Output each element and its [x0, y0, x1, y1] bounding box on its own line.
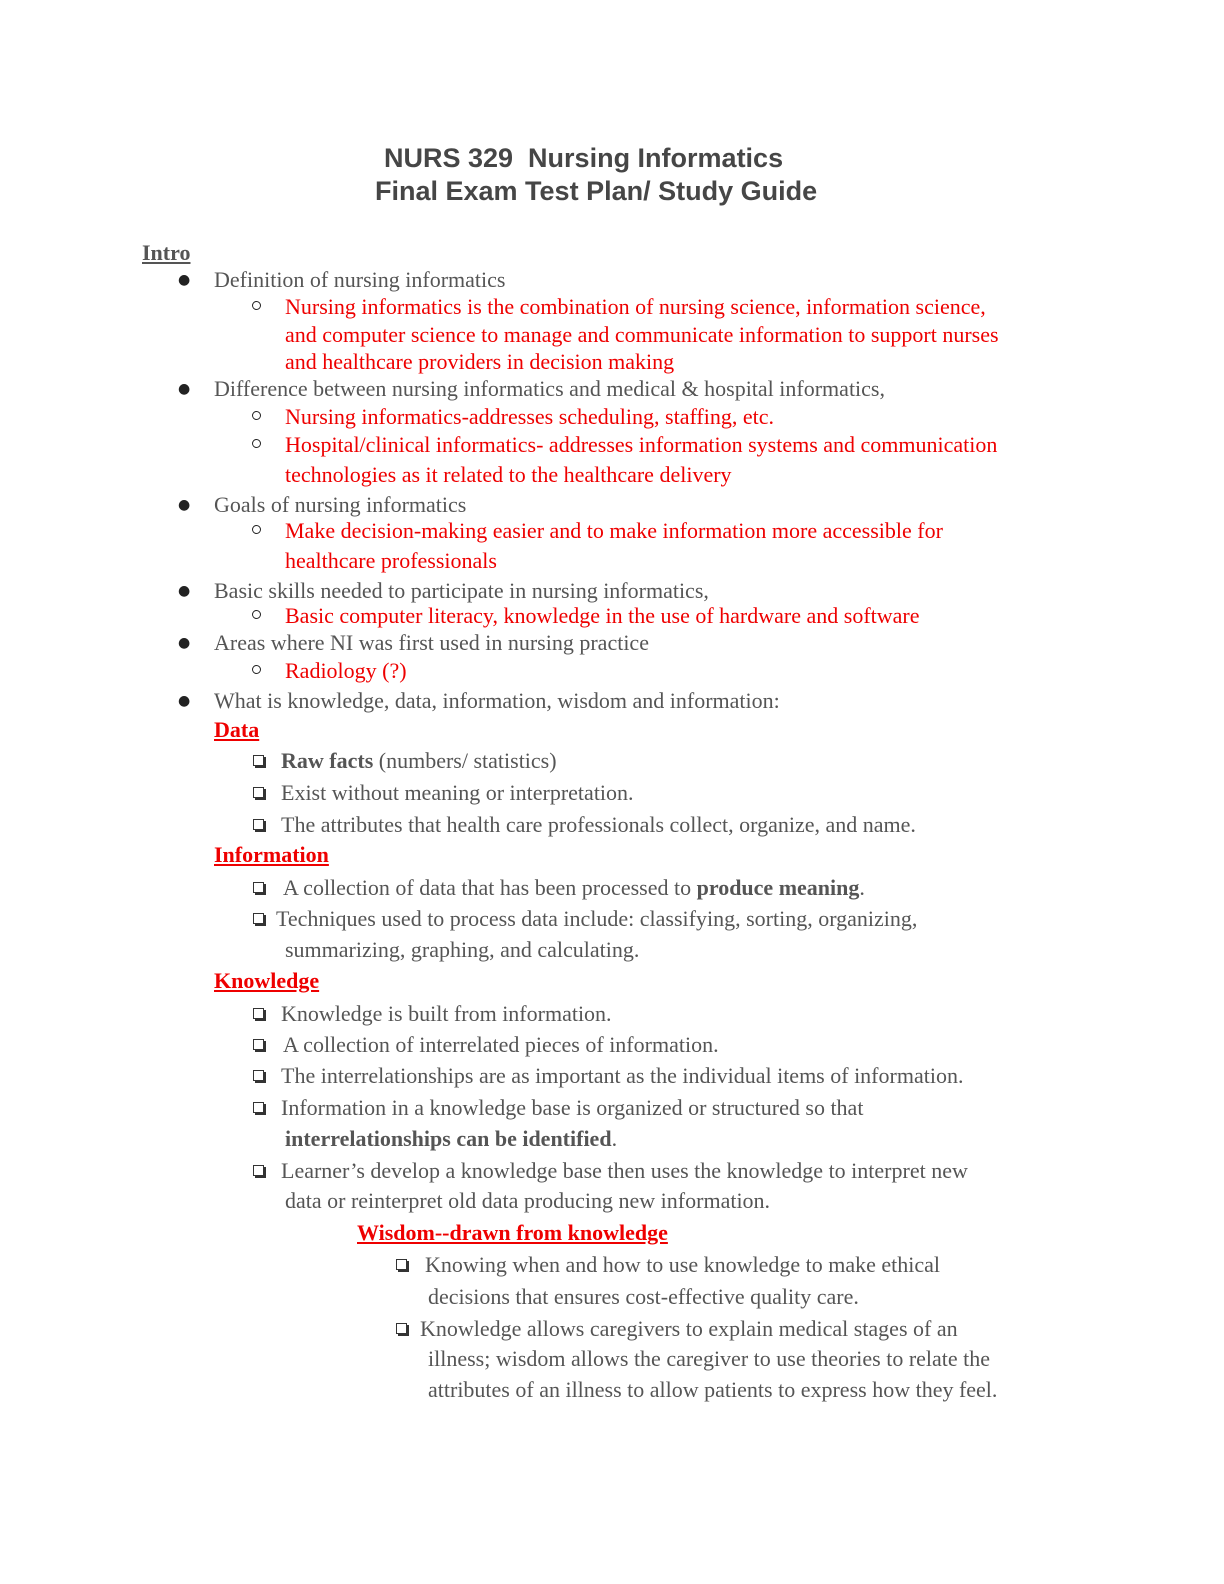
checkbox-bullet-icon: [253, 882, 264, 893]
information-item-1: [283, 877, 865, 899]
data-item-3: The attributes that health care professionals collect, organize, and name.: [281, 812, 916, 837]
wisdom-heading: Wisdom--drawn from knowledge: [357, 1220, 668, 1245]
bullet-icon: ●: [178, 693, 191, 709]
checkbox-bullet-icon: [253, 1165, 264, 1176]
circle-bullet-icon: [252, 525, 261, 534]
intro-question-1: Definition of nursing informatics: [214, 267, 506, 292]
data-heading: Data: [214, 717, 260, 742]
information-item-1-pre: A collection of data that has been processed to: [283, 875, 697, 900]
intro-heading: Intro: [142, 240, 191, 265]
bullet-icon: ●: [178, 272, 191, 288]
information-item-2-line-2: summarizing, graphing, and calculating.: [285, 937, 640, 962]
knowledge-item-5-line-2: data or reinterpret old data producing new information.: [285, 1188, 771, 1213]
data-item-1: [281, 750, 557, 772]
information-heading: Information: [214, 842, 329, 867]
knowledge-item-4-line-1: Information in a knowledge base is organized or structured so that: [281, 1095, 864, 1120]
checkbox-bullet-icon: [253, 1039, 264, 1050]
checkbox-bullet-icon: [396, 1259, 407, 1270]
title-line-2: Final Exam Test Plan/ Study Guide: [375, 176, 818, 206]
bullet-icon: ●: [178, 583, 191, 599]
wisdom-item-2-line-2: illness; wisdom allows the caregiver to use theories to relate the: [428, 1346, 991, 1371]
knowledge-item-2: A collection of interrelated pieces of information.: [283, 1032, 719, 1057]
wisdom-item-1-line-2: decisions that ensures cost-effective quality care.: [428, 1284, 859, 1309]
checkbox-bullet-icon: [253, 755, 264, 766]
checkbox-bullet-icon: [253, 913, 264, 924]
checkbox-bullet-icon: [253, 1102, 264, 1113]
title-line-1: NURS 329 Nursing Informatics: [384, 143, 784, 173]
data-item-2: Exist without meaning or interpretation.: [281, 780, 634, 805]
information-item-1-post: .: [859, 875, 865, 900]
intro-question-3: Goals of nursing informatics: [214, 492, 467, 517]
intro-answer-5: Radiology (?): [285, 658, 407, 683]
intro-answer-1-line-1: Nursing informatics is the combination of nursing science, information science,: [285, 294, 986, 319]
bullet-icon: ●: [178, 381, 191, 397]
intro-answer-1-line-3: and healthcare providers in decision making: [285, 349, 675, 374]
intro-answer-2a: Nursing informatics-addresses scheduling, staffing, etc.: [285, 404, 774, 429]
intro-question-6: What is knowledge, data, information, wisdom and information:: [214, 688, 780, 713]
intro-answer-3-line-2: healthcare professionals: [285, 548, 497, 573]
knowledge-item-3: The interrelationships are as important as the individual items of information.: [281, 1063, 964, 1088]
bullet-icon: ●: [178, 635, 191, 651]
knowledge-item-4-post: .: [611, 1126, 618, 1151]
circle-bullet-icon: [252, 439, 261, 448]
wisdom-item-1-line-1: Knowing when and how to use knowledge to make ethical: [425, 1252, 941, 1277]
intro-answer-2b-line-2: technologies as it related to the healthcare delivery: [285, 462, 732, 487]
checkbox-bullet-icon: [253, 787, 264, 798]
data-item-1-rest: (numbers/ statistics): [373, 748, 557, 773]
knowledge-item-4-line-2: [285, 1128, 617, 1150]
information-item-2-line-1: Techniques used to process data include: classifying, sorting, organizing,: [276, 906, 918, 931]
circle-bullet-icon: [252, 665, 261, 674]
checkbox-bullet-icon: [253, 819, 264, 830]
knowledge-item-5-line-1: Learner’s develop a knowledge base then uses the knowledge to interpret new: [281, 1158, 968, 1183]
intro-answer-4: Basic computer literacy, knowledge in the use of hardware and software: [285, 603, 920, 628]
wisdom-item-2-line-3: attributes of an illness to allow patients to express how they feel.: [428, 1377, 998, 1402]
bullet-icon: ●: [178, 497, 191, 513]
intro-question-4: Basic skills needed to participate in nursing informatics,: [214, 578, 709, 603]
circle-bullet-icon: [252, 610, 261, 619]
information-item-1-bold: produce meaning: [696, 875, 860, 900]
knowledge-item-4-bold: interrelationships can be identified: [285, 1126, 612, 1151]
intro-answer-1-line-2: and computer science to manage and communicate information to support nurses: [285, 322, 999, 347]
circle-bullet-icon: [252, 411, 261, 420]
checkbox-bullet-icon: [253, 1008, 264, 1019]
circle-bullet-icon: [252, 301, 261, 310]
intro-answer-2b-line-1: Hospital/clinical informatics- addresses information systems and communication: [285, 432, 998, 457]
intro-answer-3-line-1: Make decision-making easier and to make information more accessible for: [285, 518, 943, 543]
data-item-1-bold: Raw facts: [281, 748, 374, 773]
checkbox-bullet-icon: [396, 1323, 407, 1334]
intro-question-2: Difference between nursing informatics and medical & hospital informatics,: [214, 376, 885, 401]
intro-question-5: Areas where NI was first used in nursing practice: [214, 630, 649, 655]
checkbox-bullet-icon: [253, 1070, 264, 1081]
knowledge-heading: Knowledge: [214, 968, 320, 993]
wisdom-item-2-line-1: Knowledge allows caregivers to explain medical stages of an: [420, 1316, 958, 1341]
knowledge-item-1: Knowledge is built from information.: [281, 1001, 612, 1026]
